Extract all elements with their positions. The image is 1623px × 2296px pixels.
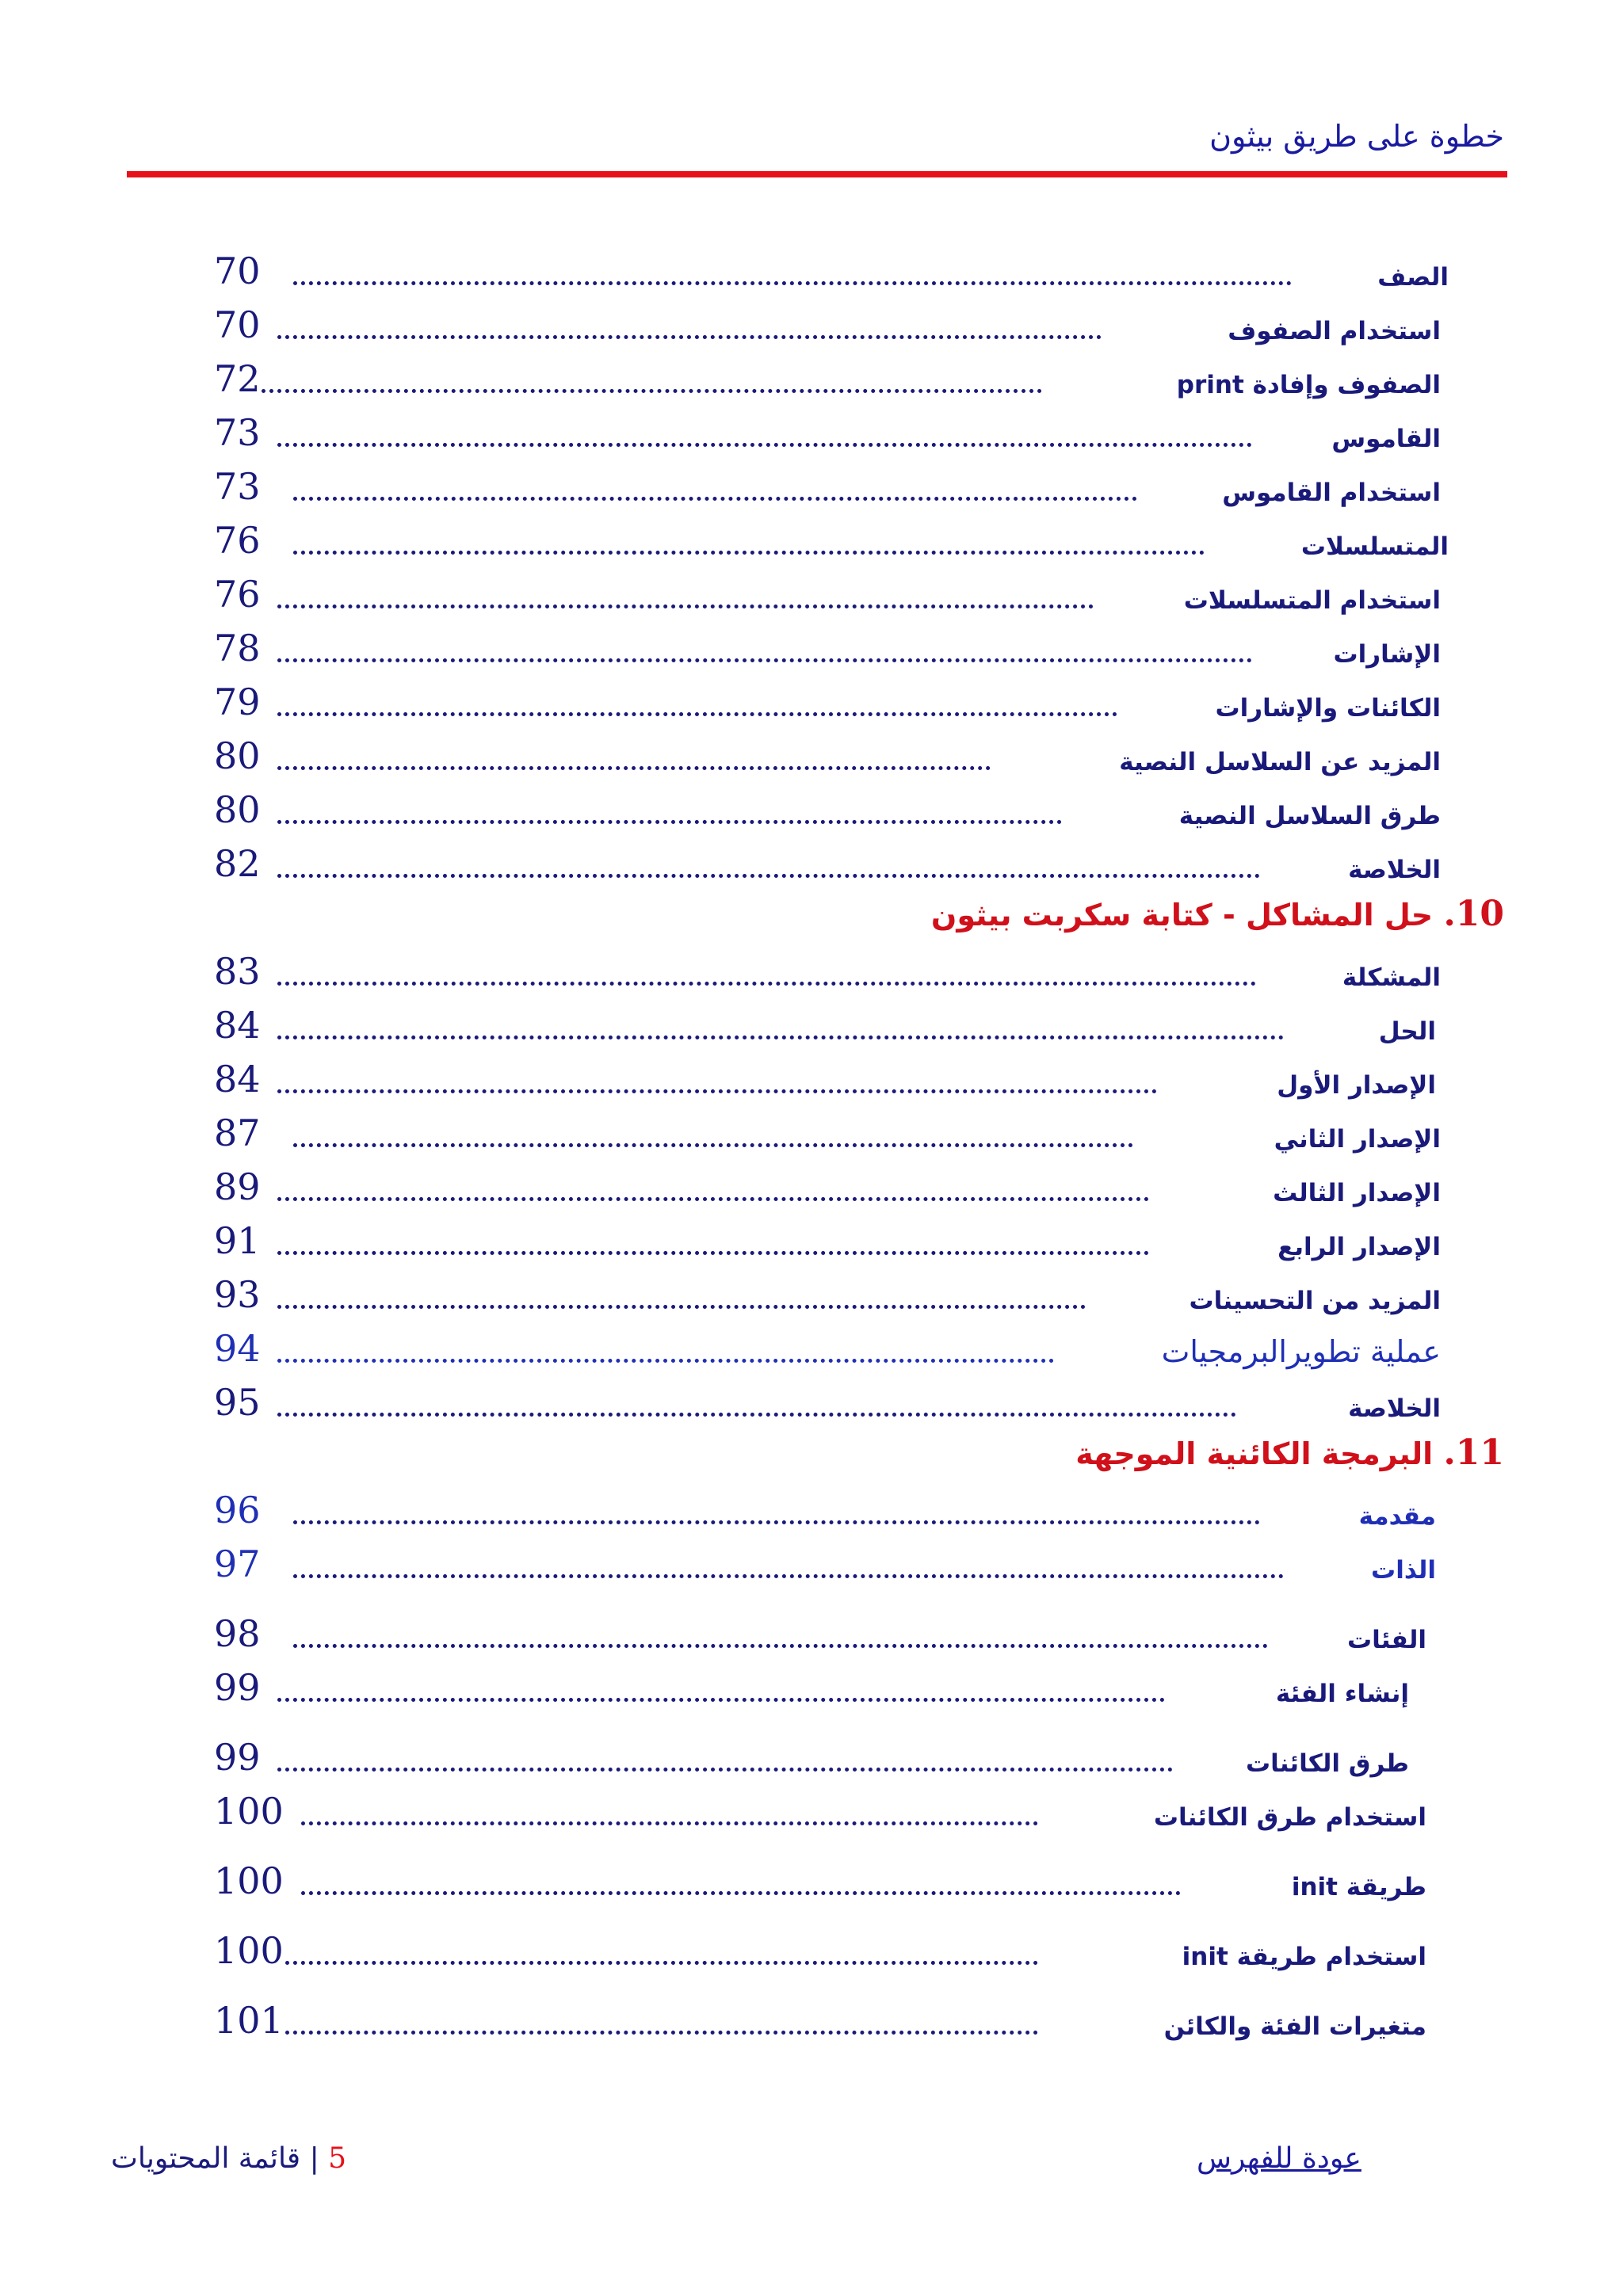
toc-page-number: 73 [214,411,261,454]
dot-leader [277,766,991,770]
dot-leader [277,712,1117,716]
toc-entry[interactable] [214,623,1441,673]
toc-entry[interactable] [214,1608,1426,1659]
toc-entry[interactable] [214,569,1441,620]
toc-entry[interactable] [214,1786,1426,1836]
toc-entry[interactable] [214,1108,1441,1158]
dot-leader [277,335,1102,339]
toc-page-number: 100 [214,1859,284,1902]
toc-entry[interactable] [214,1732,1409,1783]
dot-leader [293,1143,1133,1147]
toc-entry-label: الفئات [1346,1626,1426,1654]
footer-section [111,2142,346,2175]
toc-page-number: 99 [214,1736,261,1779]
toc-entry-label: استخدام المتسلسلات [1183,586,1441,615]
toc-entry-label: الصفوف وإفادة print [1176,371,1441,399]
toc-entry[interactable] [214,1000,1436,1051]
toc-page-number: 82 [214,842,261,885]
toc-page-number: 79 [214,681,261,723]
toc-entry-label: طرق السلاسل النصية [1178,802,1441,830]
toc-entry[interactable] [214,838,1441,889]
dot-leader [301,1891,1181,1895]
dot-leader [277,874,1260,878]
footer-page-number: 5 [328,2142,347,2175]
toc-entry-label: استخدام طرق الكائنات [1153,1803,1426,1832]
toc-page-number: 94 [214,1327,261,1370]
chapter-heading[interactable] [1075,1432,1504,1480]
dot-leader [277,982,1256,986]
toc-entry-label: الخلاصة [1348,856,1441,884]
chapter-number: 10. [1443,894,1504,934]
toc-entry[interactable] [214,1215,1441,1266]
chapter-title: حل المشاكل - كتابة سكربت بيثون [930,898,1434,933]
toc-entry-label: المتسلسلات [1300,532,1449,561]
dot-leader [277,1251,1149,1255]
toc-entry-label: الصف [1377,263,1449,292]
dot-leader [277,1413,1236,1417]
toc-entry[interactable] [214,784,1441,835]
toc-page-number: 78 [214,627,261,669]
toc-entry[interactable] [214,1485,1436,1535]
toc-page-number: 83 [214,950,261,993]
footer-section-title: قائمة المحتويات [111,2142,301,2175]
toc-page-number: 70 [214,250,261,292]
dot-leader [277,1089,1157,1093]
toc-entry-label: الإصدار الثالث [1273,1179,1441,1207]
dot-leader [293,281,1292,285]
toc-entry[interactable] [214,246,1449,296]
toc-entry[interactable] [214,353,1441,404]
toc-entry-label: إنشاء الفئة [1275,1680,1409,1708]
dot-leader [285,1961,1038,1965]
toc-entry[interactable] [214,1161,1441,1212]
dot-leader [293,1520,1260,1524]
toc-entry-label: استخدام طريقة init [1182,1943,1426,1971]
toc-page-number: 97 [214,1543,261,1585]
toc-entry[interactable] [214,1855,1426,1906]
toc-page-number: 80 [214,788,261,831]
toc-page-number: 100 [214,1929,284,1972]
toc-page-number: 84 [214,1004,261,1047]
toc-page-number: 73 [214,465,261,508]
toc-entry-label: المزيد عن السلاسل النصية [1119,748,1441,776]
toc-entry[interactable] [214,1323,1441,1374]
toc-page-number: 98 [214,1612,261,1655]
toc-entry-label: المشكلة [1342,963,1441,992]
toc-entry-label: استخدام القاموس [1222,479,1441,507]
toc-entry[interactable] [214,407,1441,458]
chapter-number: 11. [1443,1432,1504,1473]
toc-entry[interactable] [214,1539,1436,1589]
toc-page-number: 99 [214,1666,261,1709]
toc-entry[interactable] [214,730,1441,781]
chapter-heading[interactable] [931,894,1504,941]
dot-leader [262,389,1042,393]
toc-page-number: 96 [214,1489,261,1531]
dot-leader [293,1644,1268,1648]
toc-entry-label: الخلاصة [1348,1394,1441,1423]
toc-entry-label: متغيرات الفئة والكائن [1163,2012,1426,2041]
dot-leader [277,1305,1086,1309]
toc-entry[interactable] [214,1662,1409,1713]
toc-entry[interactable] [214,677,1441,727]
back-to-index-link[interactable]: عودة للفهرس [1197,2142,1361,2175]
toc-page-number: 91 [214,1219,261,1262]
toc-entry-label: استخدام الصفوف [1228,317,1441,345]
dot-leader [277,605,1094,608]
running-header-title: خطوة على طريق بيثون [1209,119,1504,154]
toc-page-number: 70 [214,303,261,346]
toc-entry-label: طريقة init [1291,1873,1426,1901]
toc-page-number: 89 [214,1165,261,1208]
toc-entry-label: الإصدار الأول [1277,1071,1436,1100]
toc-entry[interactable] [214,515,1449,566]
toc-entry-label: المزيد من التحسينات [1189,1287,1441,1315]
dot-leader [293,497,1137,501]
toc-page-number: 87 [214,1112,261,1154]
toc-page-number: 84 [214,1058,261,1100]
dot-leader [277,1768,1173,1772]
toc-entry-label: الإصدار الثاني [1274,1125,1441,1154]
toc-entry[interactable] [214,1377,1441,1428]
toc-entry[interactable] [214,1925,1426,1976]
dot-leader [301,1821,1038,1825]
toc-entry[interactable] [214,946,1441,997]
toc-page-number: 93 [214,1273,261,1316]
toc-page-number: 101 [214,1999,284,2042]
dot-leader [277,658,1252,662]
dot-leader [277,1035,1284,1039]
toc-page-number: 100 [214,1790,284,1833]
toc-page-number: 80 [214,734,261,777]
toc-page-number: 95 [214,1381,261,1424]
toc-entry-label: الإصدار الرابع [1277,1233,1441,1261]
dot-leader [277,1197,1149,1201]
toc-entry-label: القاموس [1331,425,1441,453]
toc-page-number: 72 [214,357,261,400]
toc-entry[interactable] [214,299,1441,350]
footer-separator: | [309,2142,319,2175]
toc-page-number: 76 [214,519,261,562]
dot-leader [285,2031,1038,2035]
toc-entry[interactable] [214,1995,1426,2046]
toc-entry-label: الكائنات والإشارات [1215,694,1441,723]
toc-entry[interactable] [214,1054,1436,1104]
dot-leader [293,1574,1284,1578]
toc-entry[interactable] [214,461,1441,512]
toc-entry-label: الإشارات [1333,640,1441,669]
dot-leader [277,443,1252,447]
dot-leader [277,1698,1165,1702]
toc-page-number: 76 [214,573,261,616]
toc-entry-label: عملية تطويرالبرمجيات [1161,1334,1441,1369]
toc-entry[interactable] [214,1269,1441,1320]
toc-entry-label: الحل [1378,1017,1436,1046]
dot-leader [293,551,1205,555]
dot-leader [277,820,1062,824]
toc-entry-label: الذات [1371,1556,1436,1585]
chapter-title: البرمجة الكائنية الموجهة [1075,1436,1434,1471]
toc-entry-label: مقدمة [1358,1502,1436,1531]
dot-leader [277,1359,1054,1363]
toc-entry-label: طرق الكائنات [1245,1749,1409,1778]
